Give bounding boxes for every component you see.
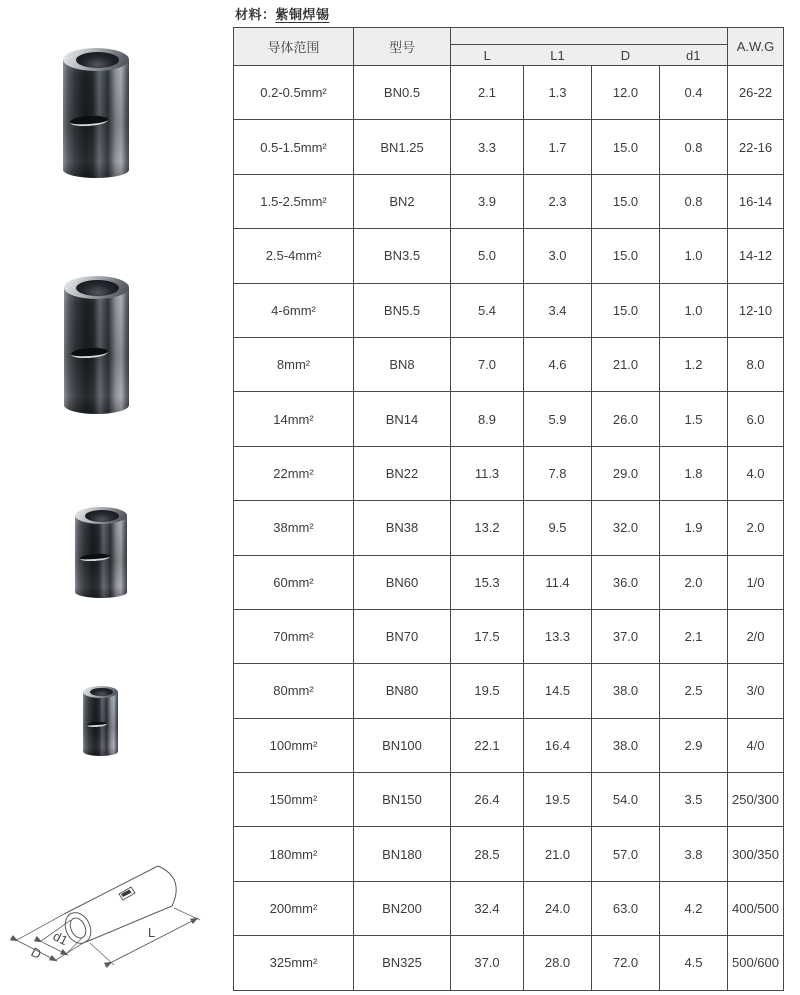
table-row bbox=[234, 174, 784, 228]
table-row bbox=[234, 827, 784, 881]
cell-L1: 13.3 bbox=[524, 609, 592, 663]
cell-D: 36.0 bbox=[592, 555, 660, 609]
cell-L1: 3.0 bbox=[524, 229, 592, 283]
table-row bbox=[234, 555, 784, 609]
cell-d1: 0.4 bbox=[660, 66, 728, 120]
cell-awg: 14-12 bbox=[728, 229, 784, 283]
cell-d1: 1.9 bbox=[660, 501, 728, 555]
tube-outline bbox=[60, 866, 176, 948]
cell-L1: 1.3 bbox=[524, 66, 592, 120]
cell-d1: 2.5 bbox=[660, 664, 728, 718]
cell-awg: 2/0 bbox=[728, 609, 784, 663]
cell-D: 38.0 bbox=[592, 664, 660, 718]
cell-d1: 2.0 bbox=[660, 555, 728, 609]
cell-model: BN70 bbox=[354, 609, 451, 663]
cell-L1: 21.0 bbox=[524, 827, 592, 881]
cell-model: BN0.5 bbox=[354, 66, 451, 120]
cell-d1: 3.5 bbox=[660, 773, 728, 827]
extension-lines bbox=[17, 908, 200, 965]
connector-hole bbox=[85, 510, 119, 522]
cell-D: 12.0 bbox=[592, 66, 660, 120]
cell-L1: 16.4 bbox=[524, 718, 592, 772]
cell-conductor-range: 0.2-0.5mm² bbox=[234, 66, 354, 120]
cell-D: 37.0 bbox=[592, 609, 660, 663]
table-row bbox=[234, 664, 784, 718]
cell-D: 57.0 bbox=[592, 827, 660, 881]
dim-label-L: L bbox=[148, 925, 156, 940]
col-header-awg: A.W.G bbox=[728, 28, 784, 66]
cell-conductor-range: 200mm² bbox=[234, 881, 354, 935]
cell-d1: 2.9 bbox=[660, 718, 728, 772]
table-row bbox=[234, 283, 784, 337]
table-row bbox=[234, 773, 784, 827]
cell-d1: 2.1 bbox=[660, 609, 728, 663]
cell-L: 8.9 bbox=[451, 392, 524, 446]
cell-conductor-range: 4-6mm² bbox=[234, 283, 354, 337]
cell-D: 15.0 bbox=[592, 174, 660, 228]
dims-group-header bbox=[451, 28, 728, 45]
cell-L1: 9.5 bbox=[524, 501, 592, 555]
cell-model: BN180 bbox=[354, 827, 451, 881]
cell-D: 72.0 bbox=[592, 936, 660, 990]
cell-L1: 28.0 bbox=[524, 936, 592, 990]
cell-conductor-range: 70mm² bbox=[234, 609, 354, 663]
cell-L1: 7.8 bbox=[524, 446, 592, 500]
cell-model: BN100 bbox=[354, 718, 451, 772]
cell-conductor-range: 38mm² bbox=[234, 501, 354, 555]
col-header-L1: L1 bbox=[524, 45, 592, 66]
cell-model: BN2 bbox=[354, 174, 451, 228]
cell-conductor-range: 1.5-2.5mm² bbox=[234, 174, 354, 228]
cell-awg: 2.0 bbox=[728, 501, 784, 555]
cell-conductor-range: 2.5-4mm² bbox=[234, 229, 354, 283]
table-row bbox=[234, 501, 784, 555]
cell-awg: 16-14 bbox=[728, 174, 784, 228]
cell-L: 28.5 bbox=[451, 827, 524, 881]
cell-conductor-range: 0.5-1.5mm² bbox=[234, 120, 354, 174]
cell-conductor-range: 180mm² bbox=[234, 827, 354, 881]
cell-model: BN325 bbox=[354, 936, 451, 990]
table-row bbox=[234, 229, 784, 283]
spec-table-body bbox=[234, 66, 784, 991]
cell-L1: 11.4 bbox=[524, 555, 592, 609]
cell-d1: 1.5 bbox=[660, 392, 728, 446]
spec-table-header bbox=[234, 28, 784, 66]
col-header-L: L bbox=[451, 45, 524, 66]
spec-table bbox=[233, 27, 784, 991]
cell-L: 15.3 bbox=[451, 555, 524, 609]
cell-L1: 5.9 bbox=[524, 392, 592, 446]
connector-hole bbox=[76, 280, 119, 296]
cell-L: 37.0 bbox=[451, 936, 524, 990]
connector-photo-3 bbox=[75, 507, 127, 598]
cell-L1: 24.0 bbox=[524, 881, 592, 935]
cell-model: BN38 bbox=[354, 501, 451, 555]
cell-conductor-range: 14mm² bbox=[234, 392, 354, 446]
cell-L: 13.2 bbox=[451, 501, 524, 555]
col-header-conductor-range: 导体范围 bbox=[234, 28, 354, 66]
cell-L1: 14.5 bbox=[524, 664, 592, 718]
cell-L: 5.0 bbox=[451, 229, 524, 283]
cell-D: 38.0 bbox=[592, 718, 660, 772]
dim-label-d1: d1 bbox=[50, 928, 71, 949]
cell-d1: 1.8 bbox=[660, 446, 728, 500]
cell-L: 32.4 bbox=[451, 881, 524, 935]
cell-D: 15.0 bbox=[592, 283, 660, 337]
cell-awg: 8.0 bbox=[728, 337, 784, 391]
cell-d1: 4.2 bbox=[660, 881, 728, 935]
col-header-model: 型号 bbox=[354, 28, 451, 66]
cell-L: 3.9 bbox=[451, 174, 524, 228]
cell-D: 63.0 bbox=[592, 881, 660, 935]
cell-d1: 1.0 bbox=[660, 229, 728, 283]
cell-D: 32.0 bbox=[592, 501, 660, 555]
cell-awg: 3/0 bbox=[728, 664, 784, 718]
cell-L: 11.3 bbox=[451, 446, 524, 500]
table-row bbox=[234, 337, 784, 391]
cell-conductor-range: 80mm² bbox=[234, 664, 354, 718]
cell-model: BN200 bbox=[354, 881, 451, 935]
cell-D: 29.0 bbox=[592, 446, 660, 500]
cell-conductor-range: 100mm² bbox=[234, 718, 354, 772]
cell-conductor-range: 8mm² bbox=[234, 337, 354, 391]
cell-L: 22.1 bbox=[451, 718, 524, 772]
cell-model: BN60 bbox=[354, 555, 451, 609]
table-row bbox=[234, 718, 784, 772]
cell-awg: 300/350 bbox=[728, 827, 784, 881]
cell-model: BN150 bbox=[354, 773, 451, 827]
cell-awg: 4.0 bbox=[728, 446, 784, 500]
cell-awg: 26-22 bbox=[728, 66, 784, 120]
table-row bbox=[234, 66, 784, 120]
cell-d1: 0.8 bbox=[660, 174, 728, 228]
cell-model: BN1.25 bbox=[354, 120, 451, 174]
cell-L1: 3.4 bbox=[524, 283, 592, 337]
cell-awg: 22-16 bbox=[728, 120, 784, 174]
cell-model: BN8 bbox=[354, 337, 451, 391]
connector-photo-1 bbox=[63, 48, 129, 178]
connector-photo-4 bbox=[83, 686, 118, 756]
cell-awg: 4/0 bbox=[728, 718, 784, 772]
cell-D: 15.0 bbox=[592, 120, 660, 174]
cell-D: 26.0 bbox=[592, 392, 660, 446]
cell-awg: 1/0 bbox=[728, 555, 784, 609]
cell-L1: 1.7 bbox=[524, 120, 592, 174]
cell-D: 15.0 bbox=[592, 229, 660, 283]
cell-L1: 2.3 bbox=[524, 174, 592, 228]
cell-d1: 4.5 bbox=[660, 936, 728, 990]
cell-L: 3.3 bbox=[451, 120, 524, 174]
cell-L: 26.4 bbox=[451, 773, 524, 827]
material-heading bbox=[235, 4, 330, 23]
cell-L: 17.5 bbox=[451, 609, 524, 663]
cell-d1: 0.8 bbox=[660, 120, 728, 174]
cell-awg: 250/300 bbox=[728, 773, 784, 827]
material-value: 紫铜焊锡 bbox=[275, 7, 330, 22]
connector-photo-2 bbox=[64, 276, 129, 414]
cell-model: BN3.5 bbox=[354, 229, 451, 283]
cell-d1: 1.0 bbox=[660, 283, 728, 337]
cell-D: 21.0 bbox=[592, 337, 660, 391]
cell-model: BN80 bbox=[354, 664, 451, 718]
cell-awg: 400/500 bbox=[728, 881, 784, 935]
cell-conductor-range: 22mm² bbox=[234, 446, 354, 500]
cell-conductor-range: 60mm² bbox=[234, 555, 354, 609]
cell-L1: 19.5 bbox=[524, 773, 592, 827]
col-header-d1: d1 bbox=[660, 45, 728, 66]
dimension-diagram bbox=[0, 830, 230, 993]
cell-conductor-range: 150mm² bbox=[234, 773, 354, 827]
material-label: 材料： bbox=[235, 7, 276, 22]
dim-label-D: D bbox=[28, 944, 44, 962]
table-row bbox=[234, 881, 784, 935]
cell-d1: 1.2 bbox=[660, 337, 728, 391]
connector-hole bbox=[76, 52, 120, 68]
table-row bbox=[234, 120, 784, 174]
cell-model: BN5.5 bbox=[354, 283, 451, 337]
cell-model: BN14 bbox=[354, 392, 451, 446]
cell-awg: 500/600 bbox=[728, 936, 784, 990]
table-row bbox=[234, 392, 784, 446]
cell-conductor-range: 325mm² bbox=[234, 936, 354, 990]
col-header-D: D bbox=[592, 45, 660, 66]
cell-awg: 12-10 bbox=[728, 283, 784, 337]
table-row bbox=[234, 609, 784, 663]
cell-L: 19.5 bbox=[451, 664, 524, 718]
cell-model: BN22 bbox=[354, 446, 451, 500]
table-row bbox=[234, 936, 784, 990]
cell-d1: 3.8 bbox=[660, 827, 728, 881]
table-row bbox=[234, 446, 784, 500]
cell-D: 54.0 bbox=[592, 773, 660, 827]
cell-L1: 4.6 bbox=[524, 337, 592, 391]
cell-L: 5.4 bbox=[451, 283, 524, 337]
cell-L: 7.0 bbox=[451, 337, 524, 391]
cell-awg: 6.0 bbox=[728, 392, 784, 446]
cell-L: 2.1 bbox=[451, 66, 524, 120]
